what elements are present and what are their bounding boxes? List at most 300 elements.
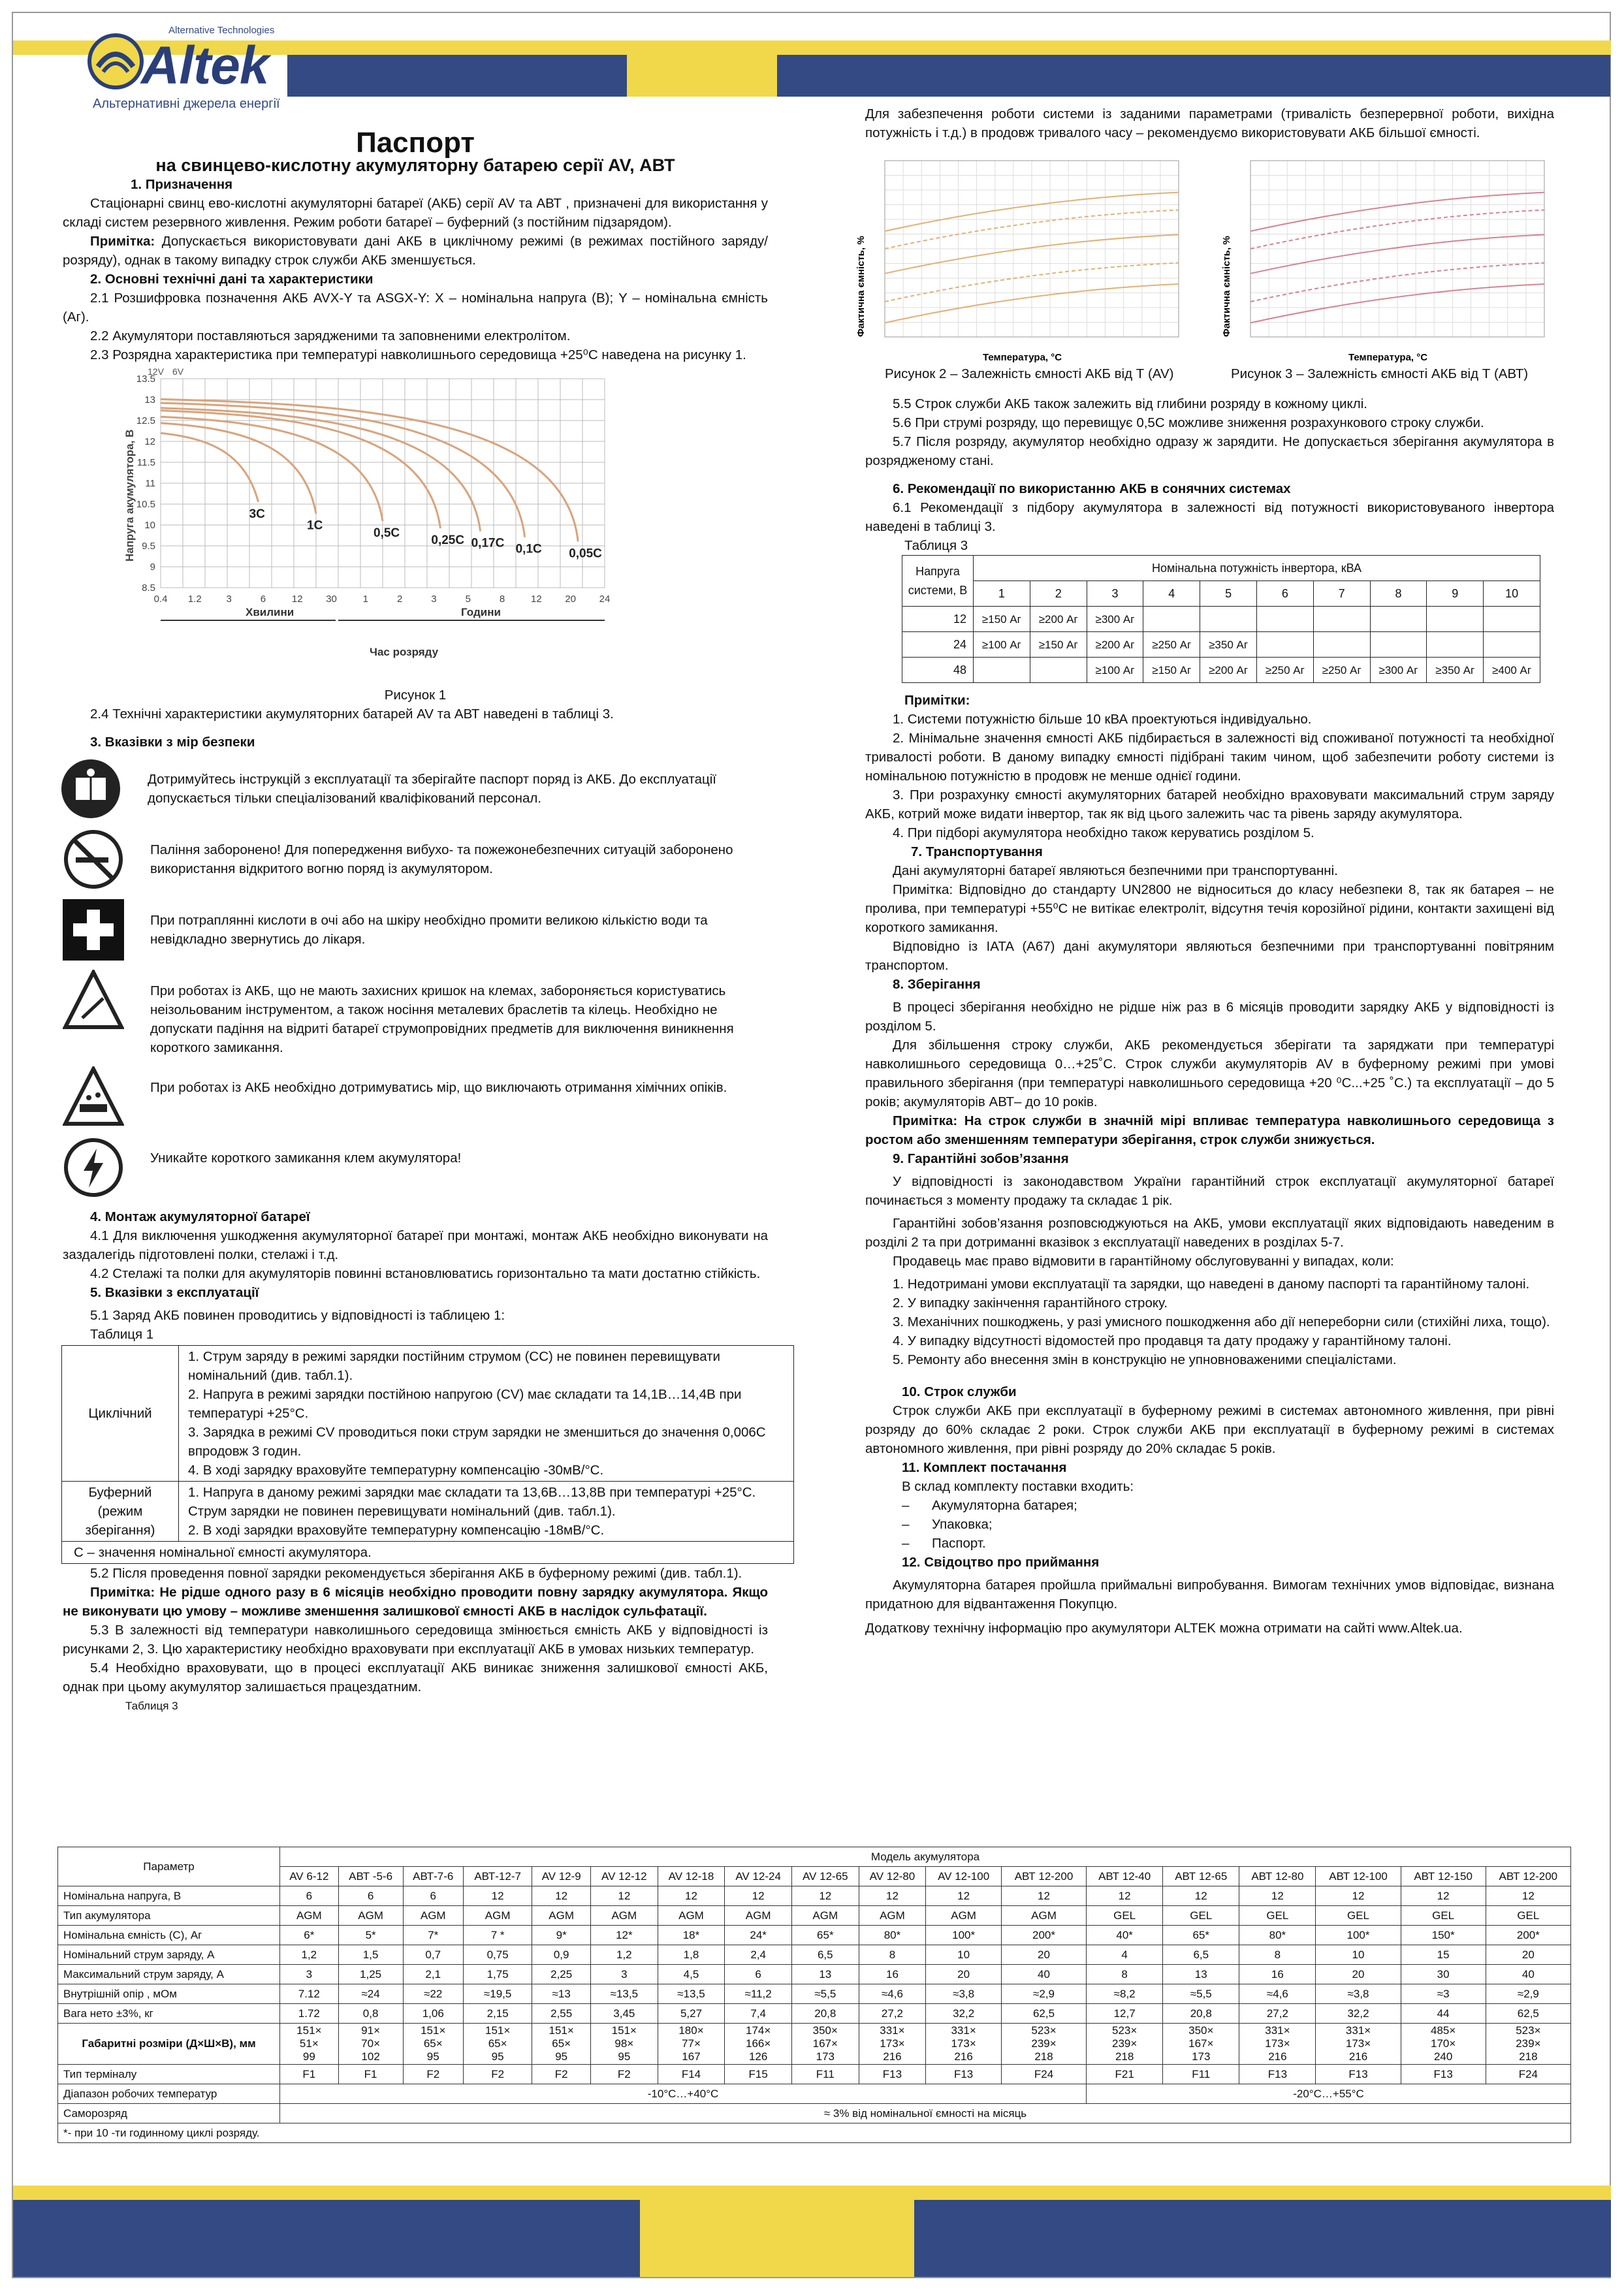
bt-row (58, 1945, 1571, 1965)
bt-cell: 0,9 (532, 1945, 591, 1965)
bt-dims-line: 523× (1111, 2024, 1138, 2037)
bt-cell: F1 (338, 2065, 403, 2084)
s10-p: Строк служби АКБ при експлуатації в буферному режимі в системах автономного живлення, при рівні розряду до 60% складає 2 роки. Строк служби АКБ при експлуатації в буферному режимі в системах автономного живлення, при рівні розряду до 20% складає 5 років. (865, 1403, 1554, 1456)
bt-cell: 12 (1087, 1886, 1163, 1906)
bt-dims-line: 216 (1348, 2050, 1368, 2063)
t1-cyclic-3: 3. Зарядка в режимі CV проводиться поки струм зарядки не зменшиться до значення 0,006С впродовж 3 годин. (188, 1425, 766, 1459)
t3-cell: ≥150 Аг (974, 607, 1030, 632)
bt-param-label: Номінальна ємність (С), Аг (58, 1926, 280, 1945)
bt-dims-cell (1087, 2024, 1163, 2065)
bt-param-label: Вага нето ±3%, кг (58, 2004, 280, 2024)
bt-param-label: Номінальний струм заряду, А (58, 1945, 280, 1965)
bt-cell: 2,15 (463, 2004, 532, 2024)
t3-cell: ≥250 Аг (1256, 658, 1313, 683)
s7-note: Примітка: Відповідно до стандарту UN2800 не відноситься до класу небезпеки 8, так як батарея – не пролива, при температурі +55⁰С не витікає електроліт, відсутня течія корозійної рідини, контакти захищені від короткого замикання. (865, 882, 1554, 935)
fig1-xtick: 8 (499, 594, 505, 605)
t3-cell (1313, 607, 1370, 632)
t3-body (902, 607, 1540, 683)
bt-cell: 7* (403, 1926, 463, 1945)
fig1-xtick: 3 (226, 594, 232, 605)
bt-cell: F14 (658, 2065, 725, 2084)
bt-cell: 6 (280, 1886, 339, 1906)
bt-cell: F13 (1316, 2065, 1401, 2084)
bt-dims-cell (532, 2024, 591, 2065)
bt-dims-line: 218 (1519, 2050, 1538, 2063)
bt-cell: F1 (280, 2065, 339, 2084)
s2-1: 2.1 Розшифровка позначення АКБ AVX-Y та ASGX-Y: X – номінальна напруга (В); Y – номінальна ємність (Аг). (63, 291, 768, 325)
t3-col-header: 5 (1200, 581, 1257, 607)
fig1-xtick: 20 (565, 594, 577, 605)
bt-dims-line: 173× (880, 2037, 905, 2050)
logo-emblem-icon (86, 29, 145, 94)
fig1-xticks (154, 594, 611, 605)
bt-cell: AGM (532, 1906, 591, 1926)
s11-p: В склад комплекту поставки входить: (902, 1479, 1134, 1494)
footer-yellow (13, 2186, 1611, 2200)
fig1-ytop-12v: 12V (148, 366, 164, 377)
bt-model-head: Модель акумулятора (280, 1847, 1571, 1867)
notes-heading: Примітки: (904, 693, 970, 708)
bt-cell: 12 (1401, 1886, 1486, 1906)
chemical-warning-icon (63, 1066, 124, 1128)
bt-cell: 13 (1163, 1965, 1239, 1984)
bt-cell: 12 (532, 1886, 591, 1906)
bt-cell: 2,25 (532, 1965, 591, 1984)
fig1-ytick: 13.5 (136, 374, 155, 385)
bt-cell: 4 (1087, 1945, 1163, 1965)
altek-logo (84, 20, 312, 111)
bt-cell: 100* (1316, 1926, 1401, 1945)
t3-cell (1370, 632, 1427, 658)
fig1-curve-label: 0,05C (569, 547, 602, 561)
fig1-xtick: 5 (465, 594, 471, 605)
tool-warning-icon (63, 970, 124, 1031)
t3-small-caption: Таблиця 3 (904, 538, 968, 553)
bt-model-cell: АВТ 12-65 (1163, 1867, 1239, 1886)
t3-cell (974, 658, 1030, 683)
bt-cell: 12 (926, 1886, 1002, 1906)
bt-model-cell: AV 12-24 (725, 1867, 792, 1886)
bt-cell: 5,27 (658, 2004, 725, 2024)
fig1-curve-label: 3C (249, 507, 265, 521)
bt-self-value: ≈ 3% від номінальної ємності на місяць (280, 2104, 1571, 2123)
bt-cell: 6 (403, 1886, 463, 1906)
s11-item-1: – Акумуляторна батарея; (902, 1498, 1077, 1513)
t3-col-header: 9 (1427, 581, 1484, 607)
header-blue-band-right (777, 55, 1610, 97)
t3-cell (1427, 632, 1484, 658)
bt-cell: 1,8 (658, 1945, 725, 1965)
bt-cell: 18* (658, 1926, 725, 1945)
fig1-xtick: 3 (431, 594, 437, 605)
electric-shock-icon (63, 1137, 124, 1198)
bt-cell: AGM (1001, 1906, 1086, 1926)
safety-item-manual (60, 758, 768, 819)
bt-cell: F13 (1239, 2065, 1316, 2084)
fig1-xtick: 12 (291, 594, 303, 605)
s2-3: 2.3 Розрядна характеристика при температурі навколишнього середовища +25⁰С наведена на рисунку 1. (90, 347, 746, 362)
safety-item-no-smoking (63, 829, 768, 890)
bt-cell: 12 (1163, 1886, 1239, 1906)
section-7-heading: 7. Транспортування (911, 844, 1043, 859)
bt-cell: 20 (1316, 1965, 1401, 1984)
fig1-ytick: 13 (144, 394, 155, 406)
t3-power-head: Номінальна потужність інвертора, кВА (974, 556, 1540, 581)
bt-dims-line: 65× (552, 2037, 571, 2050)
right-column (855, 104, 1554, 1638)
bt-cell: F2 (591, 2065, 658, 2084)
header-yellow-wedge (627, 55, 777, 97)
bt-cell: F11 (791, 2065, 859, 2084)
fig1-ytick: 8.5 (142, 582, 155, 594)
t3-cell (1484, 632, 1540, 658)
t3-voltage-head: Напруга системи, В (902, 556, 974, 607)
figure-1-discharge-chart (63, 366, 768, 692)
t1-cyclic-2: 2. Напруга в режимі зарядки постійною напругою (CV) має складати та 14,1В…14,4В при температурі +25°С. (188, 1387, 742, 1421)
note-4: 4. При підборі акумулятора необхідно також керуватись розділом 5. (893, 825, 1314, 840)
bt-cell: AGM (859, 1906, 926, 1926)
bt-cell: 32,2 (1316, 2004, 1401, 2024)
section-5-heading: 5. Вказівки з експлуатації (90, 1285, 259, 1300)
s9-p2: Гарантійні зобов’язання розповсюджуються на АКБ, умови експлуатації яких відповідають наведеним в розділі 2 та при дотриманні вказівок з експлуатації наведених в розділах 5-7. (865, 1216, 1554, 1250)
bt-dims-line: 485× (1430, 2024, 1456, 2037)
s5-1: 5.1 Заряд АКБ повинен проводитись у відповідності із таблицею 1: (90, 1308, 505, 1323)
bt-dims-line: 216 (1268, 2050, 1287, 2063)
bt-cell: ≈5,5 (1163, 1984, 1239, 2004)
s5-4: 5.4 Необхідно враховувати, що в процесі експлуатації АКБ виникає зниження залишкової ємності АКБ, однак при цьому акумулятор залишається працездатним. (63, 1661, 768, 1694)
t1-cyclic-1: 1. Струм заряду в режимі зарядки постійним струмом (CC) не повинен перевищувати номінальний (див. табл.1). (188, 1349, 720, 1383)
bt-cell: ≈2,9 (1001, 1984, 1086, 2004)
s1-paragraph: Стаціонарні свинц ево-кислотні акумуляторні батареї (АКБ) серії AV та АВТ , призначені для використання у складі систем резервного живлення. Режим роботи батареї – буферний (з постійним підзарядом). (63, 196, 768, 230)
fig1-ytick: 11 (145, 478, 155, 489)
bt-dims-line: 151× (296, 2024, 322, 2037)
bt-cell: ≈13,5 (658, 1984, 725, 2004)
safety-item-tools (63, 970, 768, 1057)
left-column (63, 127, 768, 1715)
fig1-xtick: 6 (260, 594, 266, 605)
t3-cell: ≥300 Аг (1370, 658, 1427, 683)
bt-cell: 62,5 (1001, 2004, 1086, 2024)
t3-col-header: 10 (1484, 581, 1540, 607)
bt-cell: 8 (1087, 1965, 1163, 1984)
bt-cell: 12 (658, 1886, 725, 1906)
bt-footnote: *- при 10 -ти годинному циклі розряду. (58, 2123, 1571, 2143)
safety-item-first-aid (63, 899, 768, 961)
bt-cell: ≈4,6 (859, 1984, 926, 2004)
fig1-xtick: 12 (531, 594, 542, 605)
first-aid-icon (63, 899, 124, 961)
bt-dims-cell (1401, 2024, 1486, 2065)
bt-model-cell: AV 12-100 (926, 1867, 1002, 1886)
bt-model-cell: AV 12-80 (859, 1867, 926, 1886)
safety-text-4: При роботах із АКБ, що не мають захисних кришок на клемах, забороняється користуватись неізольованим інструментом, а також носіння металевих браслетів та кілець. Необхідно не допускати падіння на відриті батареї струмопровідних предметів для виключення виникнення короткого замикання. (150, 983, 734, 1055)
t3-cell: ≥150 Аг (1143, 658, 1200, 683)
bt-dims-line: 91× (361, 2024, 381, 2037)
bt-cell: 200* (1001, 1926, 1086, 1945)
bt-model-cell: AV 12-65 (791, 1867, 859, 1886)
footer-blue-right (914, 2200, 1611, 2277)
bt-cell: GEL (1401, 1906, 1486, 1926)
s12-p: Акумуляторна батарея пройшла приймальні випробування. Вимогам технічних умов відповідає, визнана придатною для відвантаження Покупцю. (865, 1578, 1554, 1612)
bt-cell: ≈5,5 (791, 1984, 859, 2004)
bt-cell: 0,75 (463, 1945, 532, 1965)
safety-text-2: Паління заборонено! Для попередження вибухо- та пожежонебезпечних ситуацій заборонено використання відкритого вогню поряд із акумулятором. (150, 842, 733, 876)
bt-model-cell: AV 12-9 (532, 1867, 591, 1886)
bt-dims-cell (280, 2024, 339, 2065)
bt-cell: 40 (1486, 1965, 1570, 1984)
bt-model-cell: АВТ-12-7 (463, 1867, 532, 1886)
bt-param-label: Внутрішній опір , мОм (58, 1984, 280, 2004)
safety-text-3: При потраплянні кислоти в очі або на шкіру необхідно промити великою кількістю води та невідкладно звернутись до лікаря. (150, 913, 708, 947)
bt-model-cell: АВТ 12-100 (1316, 1867, 1401, 1886)
bt-model-cell: АВТ 12-200 (1486, 1867, 1570, 1886)
bt-cell: 20,8 (1163, 2004, 1239, 2024)
bt-dims-line: 173× (1265, 2037, 1290, 2050)
table-1-caption: Таблиця 1 (90, 1327, 154, 1342)
bt-cell: 40 (1001, 1965, 1086, 1984)
footer-blue-left (13, 2200, 640, 2277)
safety-text-5: При роботах із АКБ необхідно дотримуватись мір, що виключають отримання хімічних опіків. (150, 1080, 727, 1095)
t3-cell: ≥400 Аг (1484, 658, 1540, 683)
bt-dims-line: 218 (1034, 2050, 1053, 2063)
s11-item-3-text: Паспорт. (932, 1536, 986, 1551)
fig3-xlabel: Температура, °С (1348, 352, 1428, 363)
fig1-minutes-label: Хвилини (246, 606, 295, 618)
bt-cell: AGM (725, 1906, 792, 1926)
bt-cell: GEL (1316, 1906, 1401, 1926)
bt-dims-line: 51× (299, 2037, 319, 2050)
s5-note: Примітка: Не рідше одного разу в 6 місяців необхідно проводити повну зарядку акумулятора. Якщо не виконувати цю умову – можливе зменшення залишкової ємності АКБ в наслідок сульфатації. (63, 1585, 768, 1619)
s2-2: 2.2 Акумулятори поставляються зарядженими та заповненими електролітом. (90, 328, 571, 343)
t3-row (902, 632, 1540, 658)
bt-cell: 6 (725, 1965, 792, 1984)
bt-dims-line: 167 (682, 2050, 701, 2063)
bt-selfdischarge-row (58, 2104, 1571, 2123)
t3-row (902, 658, 1540, 683)
t3-voltage-cell: 24 (902, 632, 974, 658)
bt-dims-line: 167× (812, 2037, 838, 2050)
bt-footnote-row (58, 2123, 1571, 2143)
bt-cell: 6* (280, 1926, 339, 1945)
bt-cell: 7 * (463, 1926, 532, 1945)
bt-cell: F21 (1087, 2065, 1163, 2084)
bt-dims-line: 95 (491, 2050, 504, 2063)
t3-cell: ≥250 Аг (1313, 658, 1370, 683)
section-10-heading: 10. Строк служби (902, 1384, 1017, 1399)
bt-cell: F2 (463, 2065, 532, 2084)
fig1-xtick: 0.4 (153, 594, 168, 605)
bt-cell: 30 (1401, 1965, 1486, 1984)
s5-5: 5.5 Строк служби АКБ також залежить від глибини розряду в кожному циклі. (893, 396, 1367, 411)
bt-cell: ≈11,2 (725, 1984, 792, 2004)
fig1-curve-3C (161, 433, 259, 502)
figure-2-capacity-av (852, 148, 1192, 363)
bt-cell: 80* (859, 1926, 926, 1945)
t3-voltage-cell: 12 (902, 607, 974, 632)
t3-col-header: 4 (1143, 581, 1200, 607)
t1-cyclic-cell (179, 1346, 794, 1482)
doc-subtitle: на свинцево-кислотну акумуляторну батарею серії AV, АВТ (155, 155, 675, 175)
s1-note (63, 232, 768, 270)
s11-item-2-text: Упаковка; (932, 1517, 993, 1532)
t3-cell: ≥350 Аг (1427, 658, 1484, 683)
bt-cell: ≈24 (338, 1984, 403, 2004)
bt-dims-line: 95 (618, 2050, 631, 2063)
bt-dims-line: 218 (1115, 2050, 1134, 2063)
s8-note: Примітка: На строк служби в значній мірі впливає температура навколишнього середовища з ростом або зменшенням температури зберігання, строк служби знижується. (865, 1113, 1554, 1147)
bt-cell: 7.12 (280, 1984, 339, 2004)
t1-buffer-1: 1. Напруга в даному режимі зарядки має складати та 13,6В…13,8В при температурі +25°С. Струм зарядки не повинен перевищувати номінальний (див. табл.1). (188, 1485, 756, 1519)
t3-cell: ≥150 Аг (1030, 632, 1087, 658)
t3-col-header: 2 (1030, 581, 1087, 607)
bt-dims-line: 331× (880, 2024, 905, 2037)
s1-note-label: Примітка: (90, 234, 155, 249)
bt-cell: 150* (1401, 1926, 1486, 1945)
t3-col-header: 1 (974, 581, 1030, 607)
bt-cell: 62,5 (1486, 2004, 1570, 2024)
bt-cell: ≈19,5 (463, 1984, 532, 2004)
section-8-heading: 8. Зберігання (893, 977, 981, 992)
fig1-curve-label: 1C (307, 518, 323, 533)
bt-cell: 4,5 (658, 1965, 725, 1984)
bt-cell: 65* (791, 1926, 859, 1945)
t3-cell: ≥300 Аг (1087, 607, 1143, 632)
t3-cell (1484, 607, 1540, 632)
bt-dims-line: 350× (812, 2024, 838, 2037)
bt-param-label: Номінальна напруга, В (58, 1886, 280, 1906)
t3-cell: ≥100 Аг (974, 632, 1030, 658)
t3-col-header: 3 (1087, 581, 1143, 607)
bt-cell: GEL (1087, 1906, 1163, 1926)
bt-dims-line: 523× (1031, 2024, 1057, 2037)
bt-dims-line: 239× (1031, 2037, 1057, 2050)
bt-cell: 6 (338, 1886, 403, 1906)
bt-dims-cell (926, 2024, 1002, 2065)
bt-cell: 20 (1001, 1945, 1086, 1965)
footer-band (13, 2186, 1611, 2277)
section-9-heading: 9. Гарантійні зобов’язання (893, 1151, 1069, 1166)
bt-dims-line: 151× (421, 2024, 446, 2037)
bt-dims-line: 331× (1265, 2024, 1290, 2037)
bt-dims-line: 102 (361, 2050, 380, 2063)
t1-cyclic-4: 4. В ході зарядку враховуйте температурну компенсацію -30мВ/°С. (188, 1463, 604, 1478)
bt-cell: F11 (1163, 2065, 1239, 2084)
fig1-curve-label: 0,17C (471, 536, 505, 550)
safety-item-chemical (63, 1066, 768, 1128)
bt-row (58, 2004, 1571, 2024)
fig1-xlabel: Час розряду (370, 646, 439, 658)
s9-item-2: 2. У випадку закінчення гарантійного строку. (893, 1296, 1168, 1311)
t3-row (902, 607, 1540, 632)
bt-cell: F15 (725, 2065, 792, 2084)
s4-2: 4.2 Стелажі та полки для акумуляторів повинні встановлюватись горизонтально та мати достатню стійкість. (90, 1266, 761, 1281)
fig1-svg (121, 366, 709, 692)
fig1-curve-label: 0,25C (431, 533, 465, 548)
bt-cell: 9* (532, 1926, 591, 1945)
bt-cell: 10 (926, 1945, 1002, 1965)
section-4-heading: 4. Монтаж акумуляторної батареї (90, 1209, 310, 1224)
figure-1-caption: Рисунок 1 (384, 688, 447, 703)
bt-dims-line: 173 (816, 2050, 835, 2063)
fig1-xtick: 1 (362, 594, 369, 605)
bt-cell: ≈13,5 (591, 1984, 658, 2004)
bt-dims-line: 65× (423, 2037, 443, 2050)
bt-dims-line: 95 (426, 2050, 439, 2063)
s8-p2: Для збільшення строку служби, АКБ рекомендується зберігати та заряджати при температурі навколишнього середовища 0…+25˚С. Строк служби акумуляторів AV в буферному режимі при умові правильного зберігання (при температурі навколишнього середовища +20 ⁰С...+25 ˚С.) та експлуатації – до 5 років; акумуляторів АВТ– до 10 років. (865, 1038, 1554, 1109)
s7-p1: Дані акумуляторні батареї являються безпечними при транспортуванні. (893, 863, 1338, 878)
bt-cell: 12 (463, 1886, 532, 1906)
safety-item-shortcircuit (63, 1137, 768, 1198)
bt-dims-line: 95 (555, 2050, 568, 2063)
t3-cell (1427, 607, 1484, 632)
bt-dims-cell (791, 2024, 859, 2065)
bt-cell: 6,5 (791, 1945, 859, 1965)
bt-cell: 12* (591, 1926, 658, 1945)
bt-cell: 8 (1239, 1945, 1316, 1965)
bt-cell: AGM (791, 1906, 859, 1926)
fig1-ytick: 9 (150, 562, 155, 573)
bt-dims-line: 523× (1516, 2024, 1541, 2037)
s12-contact: Додаткову технічну інформацію про акумулятори ALTEK можна отримати на сайті www.Altek.ua. (865, 1621, 1463, 1636)
bt-model-cell: АВТ 12-150 (1401, 1867, 1486, 1886)
bt-cell: 3 (280, 1965, 339, 1984)
t1-footnote: С – значення номінальної ємності акумулятора. (62, 1542, 794, 1564)
bt-dims-label: Габаритні розміри (Д×Ш×В), мм (58, 2024, 280, 2065)
bt-dims-line: 216 (954, 2050, 973, 2063)
fig3-ylabel: Фактична ємність, % (1221, 236, 1232, 337)
t3-cell (1030, 658, 1087, 683)
bt-cell: 16 (859, 1965, 926, 1984)
doc-title: Паспорт (356, 127, 475, 159)
fig1-xtick: 1.2 (187, 594, 202, 605)
bt-cell: 65* (1163, 1926, 1239, 1945)
bt-terminal-row (58, 2065, 1571, 2084)
bt-cell: F2 (532, 2065, 591, 2084)
t3-cell: ≥200 Аг (1200, 658, 1257, 683)
section-3-heading: 3. Вказівки з мір безпеки (90, 735, 255, 750)
note-3: 3. При розрахунку ємності акумуляторних батарей необхідно враховувати максимальний струм заряду АКБ, котрий може видати інвертор, так як від цього залежить час та рівень заряду акумулятора. (865, 787, 1554, 821)
s6-1: 6.1 Рекомендації з підбору акумулятора в залежності від потужності використовуваного інвертора наведені в таблиці 3. (865, 500, 1554, 534)
section-6-heading: 6. Рекомендації по використанню АКБ в сонячних системах (893, 481, 1291, 496)
bt-cell: 40* (1087, 1926, 1163, 1945)
t3-col-header: 8 (1370, 581, 1427, 607)
bt-row (58, 1886, 1571, 1906)
fig1-curve-0,1C (161, 403, 525, 537)
bt-cell: AGM (591, 1906, 658, 1926)
bt-cell: ≈3,8 (1316, 1984, 1401, 2004)
fig1-ytick: 10.5 (136, 499, 155, 510)
fig1-ytick: 10 (144, 520, 155, 531)
bt-cell: 27,2 (1239, 2004, 1316, 2024)
bt-dims-cell (338, 2024, 403, 2065)
s5-7: 5.7 Після розряду, акумулятор необхідно одразу ж зарядити. Не допускається зберігання акумулятора в розрядженому стані. (865, 434, 1554, 468)
fig1-curve-label: 0,5C (374, 526, 400, 540)
bt-cell: ≈22 (403, 1984, 463, 2004)
bt-model-cell: AV 12-12 (591, 1867, 658, 1886)
t3-col-header: 6 (1256, 581, 1313, 607)
t3-col-header: 7 (1313, 581, 1370, 607)
bt-cell: 13 (791, 1965, 859, 1984)
t1-cyclic-label: Циклічний (62, 1346, 179, 1482)
bt-cell: 15 (1401, 1945, 1486, 1965)
bt-dims-line: 350× (1188, 2024, 1214, 2037)
right-intro: Для забезпечення роботи системи із заданими параметрами (тривалість безперервної роботи, вихідна потужність і т.д.) в продовж тривалого часу – рекомендуємо використовувати АКБ більшої ємності. (865, 106, 1554, 140)
bt-model-cell: АВТ 12-40 (1087, 1867, 1163, 1886)
fig1-xtick: 2 (396, 594, 403, 605)
bt-dims-line: 331× (951, 2024, 976, 2037)
bt-cell: 12 (725, 1886, 792, 1906)
t3-col-headers (902, 581, 1540, 607)
